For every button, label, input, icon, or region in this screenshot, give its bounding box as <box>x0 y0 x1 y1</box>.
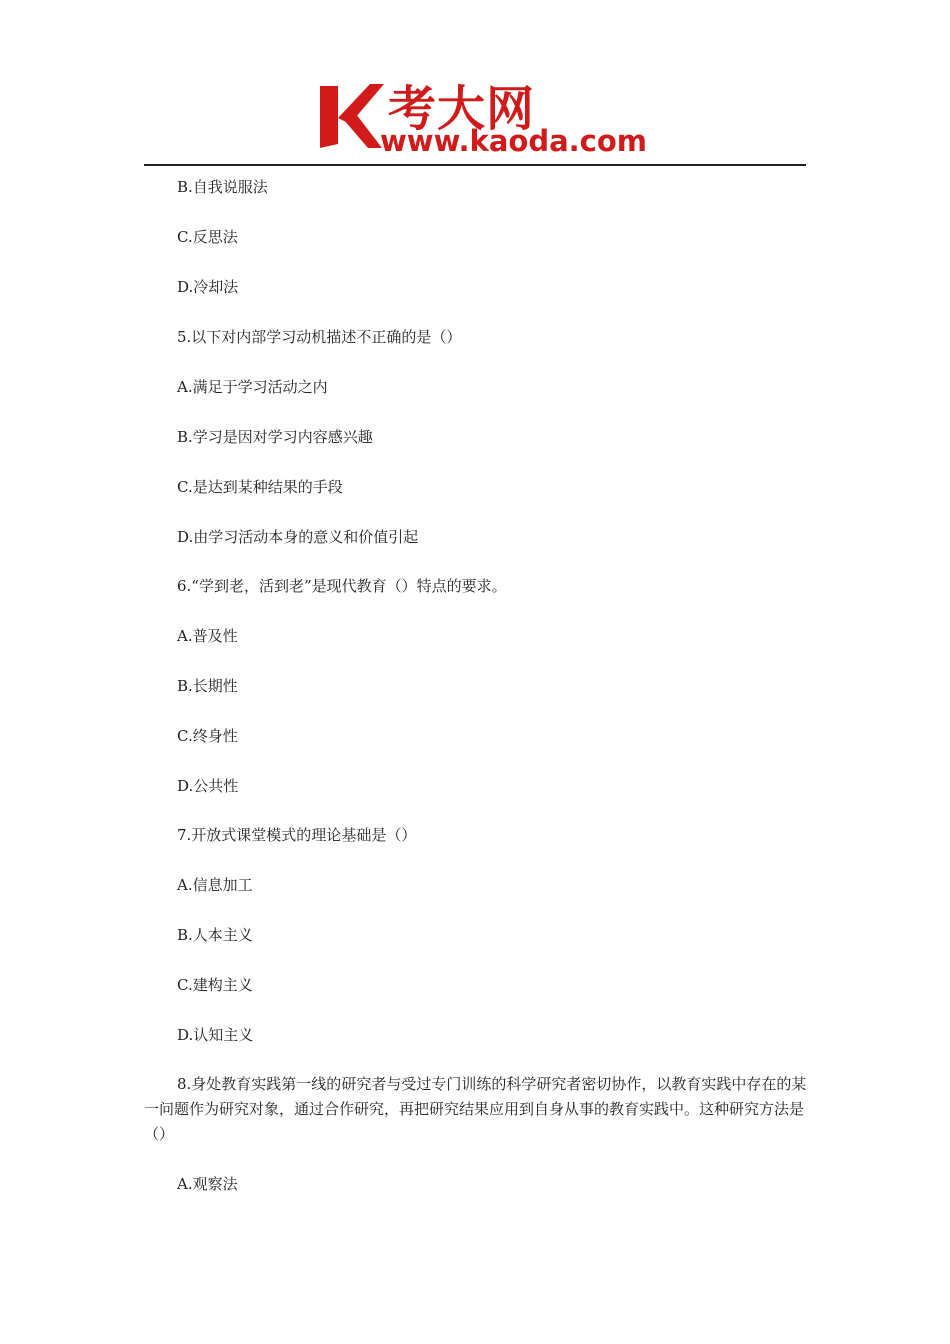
kaoda-logo[interactable] <box>318 78 647 160</box>
option-line: B.人本主义 <box>177 926 253 944</box>
page-header <box>0 0 950 168</box>
option-line: D.公共性 <box>177 777 239 795</box>
brand-name: 考大网 <box>388 81 536 137</box>
header-divider <box>144 164 806 166</box>
question-line: 7.开放式课堂模式的理论基础是（） <box>177 826 417 844</box>
option-line: A.信息加工 <box>177 876 253 894</box>
brand-url: www.kaoda.com <box>380 124 647 158</box>
option-line: C.是达到某种结果的手段 <box>177 478 343 496</box>
option-line: A.满足于学习活动之内 <box>177 378 328 396</box>
option-line: B.长期性 <box>177 677 238 695</box>
option-line: C.反思法 <box>177 228 238 246</box>
option-line: B.学习是因对学习内容感兴趣 <box>177 428 373 446</box>
option-line: A.观察法 <box>177 1175 238 1193</box>
option-line: C.终身性 <box>177 727 238 745</box>
option-line: D.冷却法 <box>177 278 239 296</box>
question-paragraph: 8.身处教育实践第一线的研究者与受过专门训练的科学研究者密切协作，以教育实践中存在的某一问题作为研究对象，通过合作研究，再把研究结果应用到自身从事的教育实践中。这种研究方法是（） <box>144 1075 807 1143</box>
question-line: 5.以下对内部学习动机描述不正确的是（） <box>177 328 462 346</box>
question-line: 6.“学到老，活到老”是现代教育（）特点的要求。 <box>177 577 507 595</box>
option-line: A.普及性 <box>177 627 238 645</box>
option-line: B.自我说服法 <box>177 178 268 196</box>
option-line: D.由学习活动本身的意义和价值引起 <box>177 528 419 546</box>
option-line: C.建构主义 <box>177 976 253 994</box>
option-line: D.认知主义 <box>177 1026 254 1044</box>
k-logo-icon <box>318 78 388 154</box>
